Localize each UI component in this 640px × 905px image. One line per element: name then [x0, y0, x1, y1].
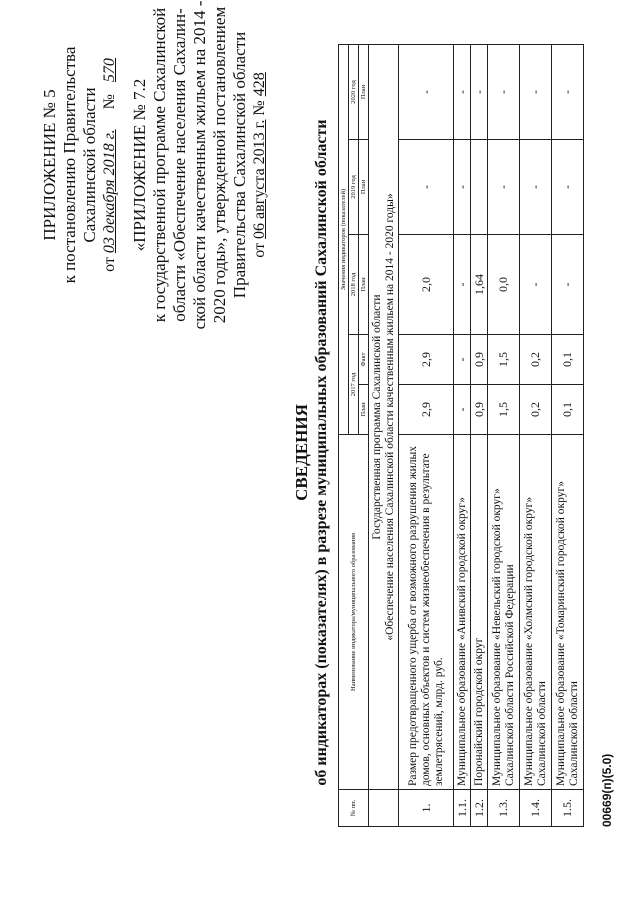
header-2020: 2020 год	[349, 45, 359, 140]
region-line: Сахалинской области	[80, 87, 99, 243]
document-subheading: об индикаторах (показателях) в разрезе муниципальных образований Сахалинской области	[313, 119, 330, 786]
table-row: 1.5. Муниципальное образование «Томаринский городской округ» Сахалинской области 0,1 0,1 - - -	[552, 45, 584, 827]
header-num: № пп.	[339, 790, 369, 827]
program-row	[369, 45, 399, 827]
header-2018-plan: План	[359, 235, 369, 335]
prev-line-2: области «Обеспечение населения Сахалин-	[170, 8, 189, 322]
table-row: 1.2. Поронайский городской округ 0,9 0,9 1,64 -	[471, 45, 488, 827]
header-2020-plan: План	[359, 45, 369, 140]
prev-appendix-title: «ПРИЛОЖЕНИЕ № 7.2	[130, 78, 149, 252]
header-name: Наименование индикатора/муниципального образования	[339, 435, 369, 790]
header-2019-plan: План	[359, 140, 369, 235]
prev-number: 428	[251, 72, 268, 97]
approval-stamp	[40, 0, 270, 330]
header-2019: 2019 год	[349, 140, 359, 235]
prev-line-1: к государственной программе Сахалинской	[150, 7, 169, 323]
table-row: 1. Размер предотвращенного ущерба от возможного разрушения жилых домов, основных объектов и систем жизнеобеспечения в результате землетрясений, млрд. руб. 2,9 2,9 2,0 - -	[399, 45, 454, 827]
document-code: 00669(п)(5.0)	[600, 753, 614, 827]
header-row	[339, 45, 349, 827]
resolution-date: 03 декабря 2018 г.	[101, 129, 118, 254]
document-title	[292, 0, 332, 905]
resolution-date-line: от 03 декабря 2018 г. № 570	[101, 58, 118, 272]
prev-date-line: от 06 августа 2013 г. № 428	[251, 72, 268, 258]
resolution-number: 570	[101, 58, 118, 83]
appendix-title: ПРИЛОЖЕНИЕ № 5	[40, 89, 59, 241]
header-values-group: Значения индикаторов (показателей)	[339, 45, 349, 435]
header-2018: 2018 год	[349, 235, 359, 335]
table-row: 1.1. Муниципальное образование «Анивский городской округ» - - - - -	[454, 45, 471, 827]
indicators-table	[338, 44, 584, 827]
prev-line-3: ской области качественным жильем на 2014 -	[190, 0, 209, 330]
to-resolution-line: к постановлению Правительства	[60, 46, 79, 284]
header-2017-fact: Факт	[359, 335, 369, 385]
program-title: Государственная программа Сахалинской области «Обеспечение населения Сахалинской области качественным жильем на 2014 - 2020 годы»	[369, 45, 399, 790]
table-row: 1.4. Муниципальное образование «Холмский городской округ» Сахалинской области 0,2 0,2 - - -	[520, 45, 552, 827]
header-2017: 2017 год	[349, 335, 359, 435]
document-heading: СВЕДЕНИЯ	[292, 404, 311, 501]
prev-date: 06 августа 2013 г.	[251, 119, 268, 239]
table-row: 1.3. Муниципальное образование «Невельский городской округ» Сахалинской области Российской Федерации 1,5 1,5 0,0 - -	[488, 45, 520, 827]
header-2017-plan: План	[359, 385, 369, 435]
prev-line-4: 2020 годы», утвержденной постановлением	[210, 6, 229, 324]
prev-line-5: Правительства Сахалинской области	[230, 31, 249, 299]
